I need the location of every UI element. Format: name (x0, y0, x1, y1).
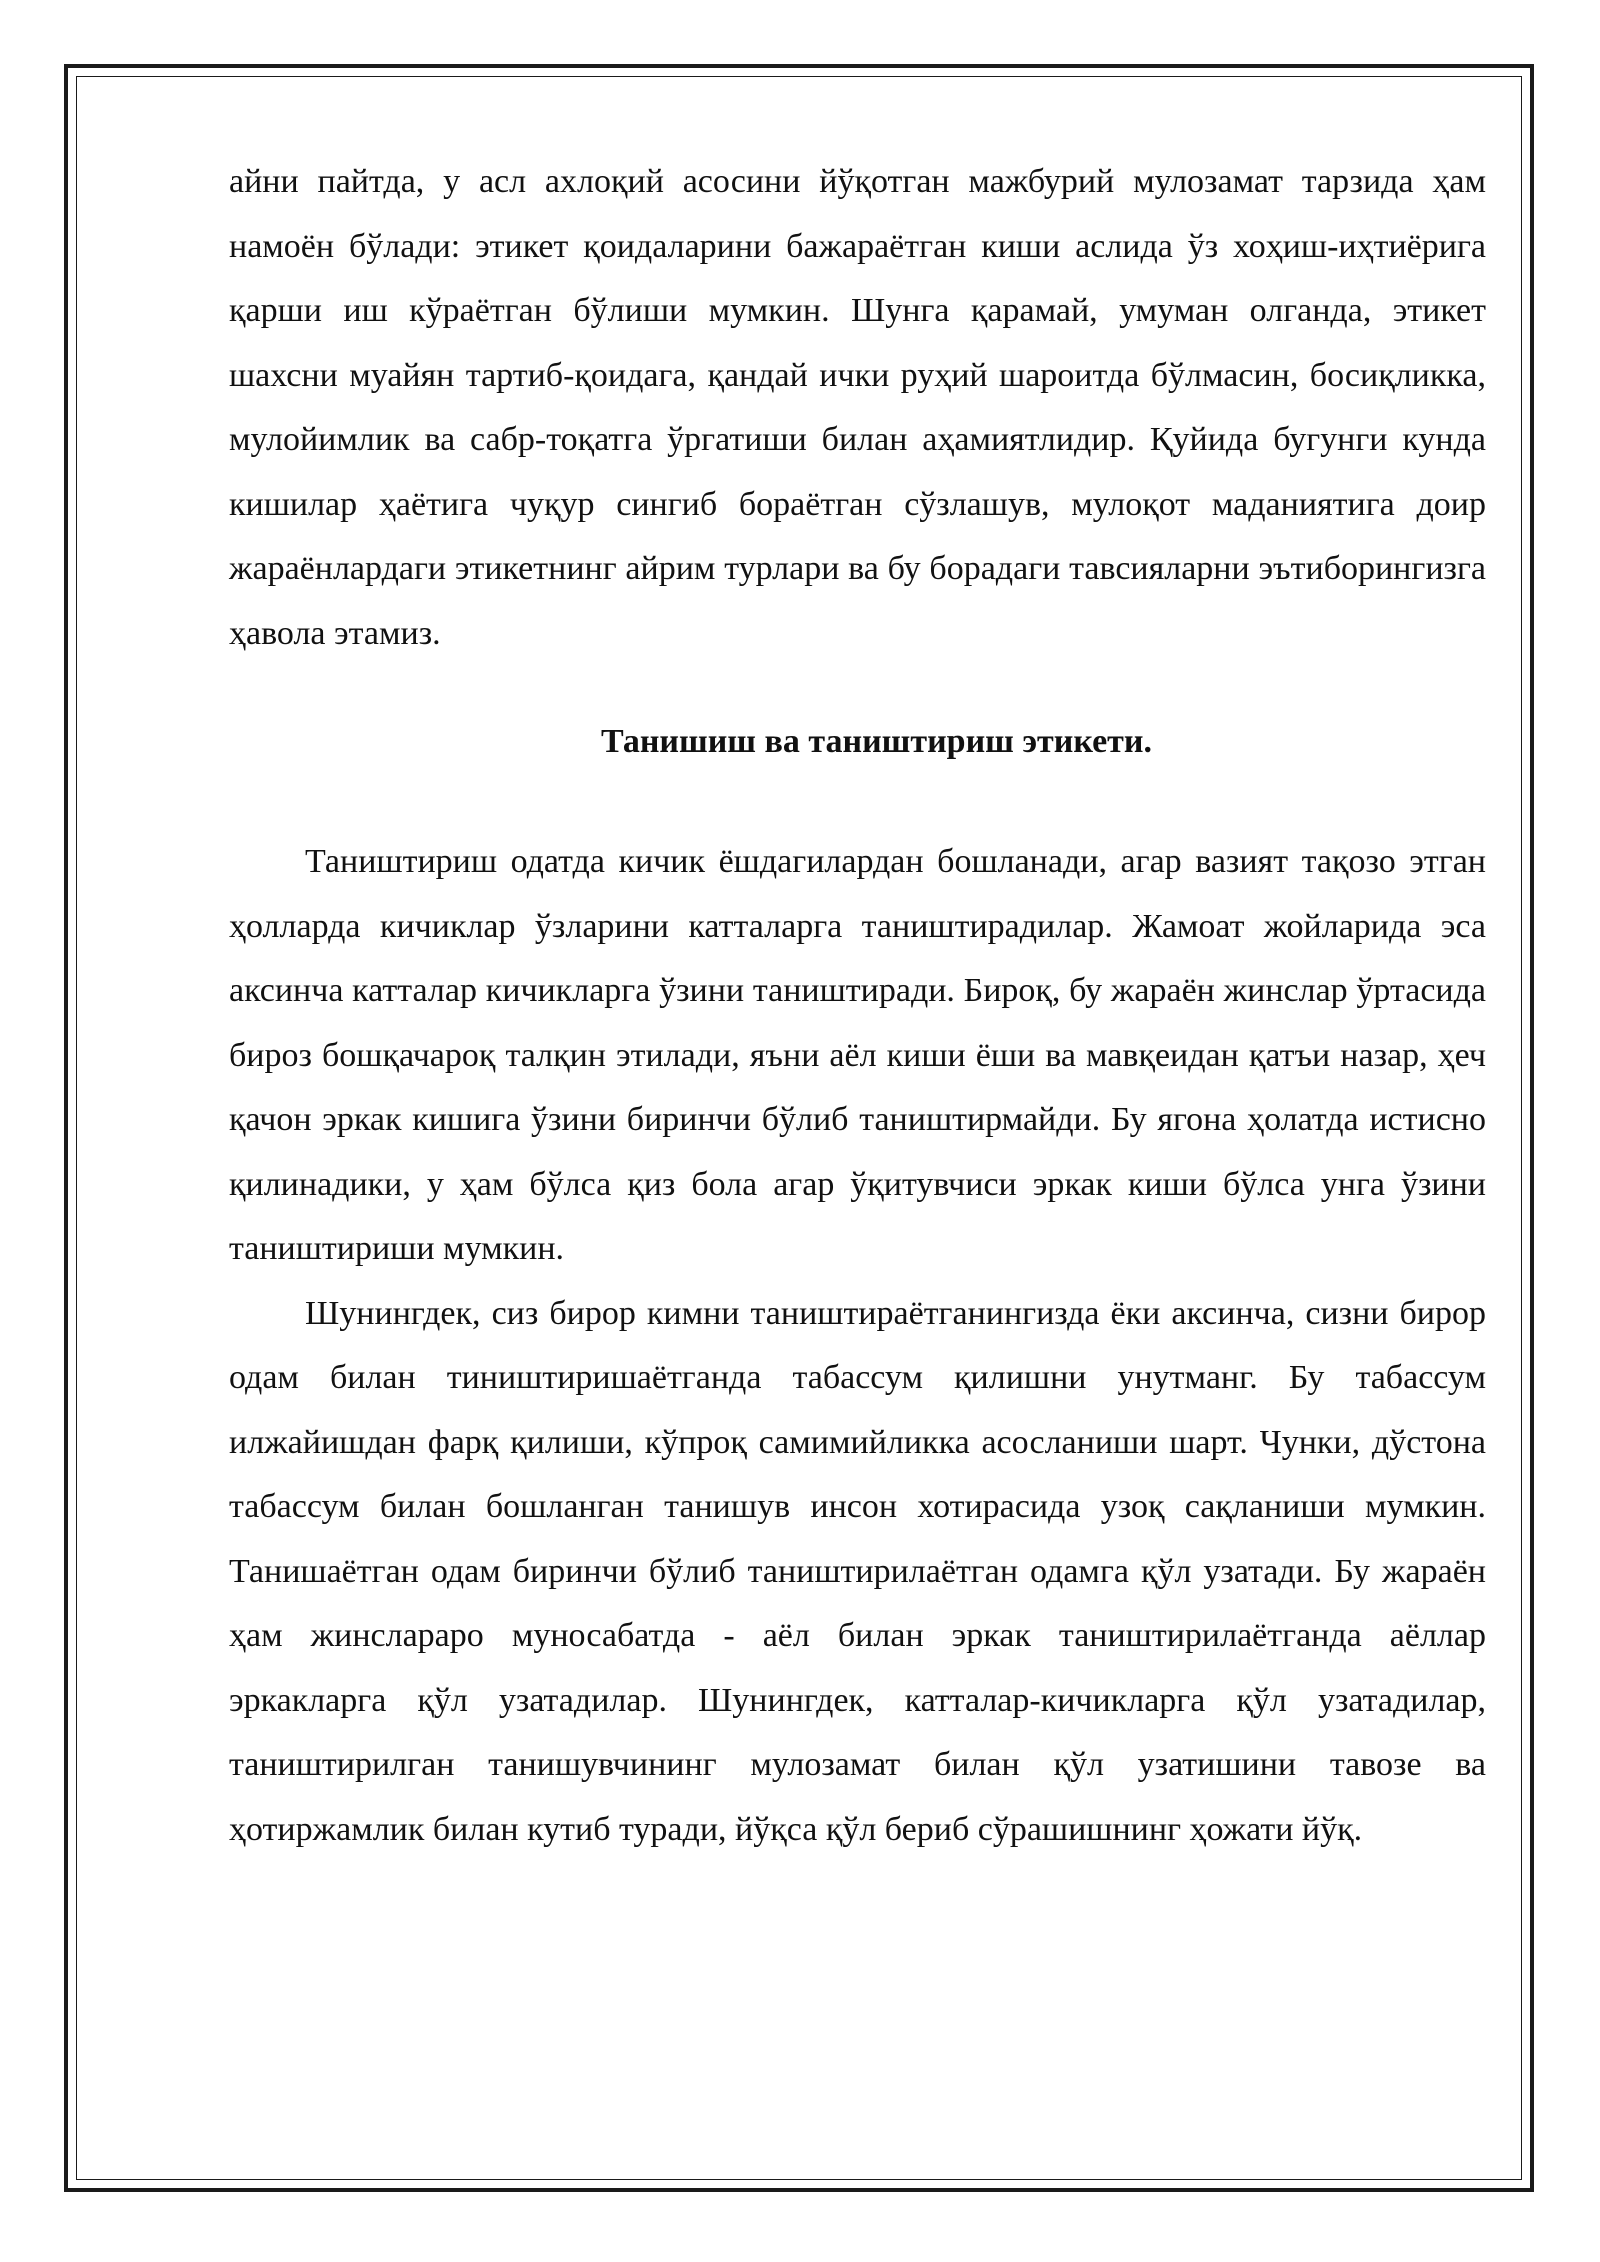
section-heading: Танишиш ва таништириш этикети. (601, 723, 1152, 760)
body-paragraph: Шунингдек, сиз бирор кимни таништираётганингизда ёки аксинча, сизни бирор одам билан тиништиришаётганда табассум қилишни унутманг. Бу табассум илжайишдан фарқ қилиши, кўпроқ самимийликка асосланиши шарт. Чунки, дўстона табассум билан бошланган танишув инсон хотирасида узоқ сақланиши мумкин. Танишаётган одам биринчи бўлиб таништирилаётган одамга қўл узатади. Бу жараён ҳам жинслараро муносабатда - аёл билан эркак таништирилаётганда аёллар эркакларга қўл узатадилар. Шунингдек, катталар-кичикларга қўл узатадилар, таништирилган танишувчининг мулозамат билан қўл узатишини тавозе ва ҳотиржамлик билан кутиб туради, йўқса қўл бериб сўрашишнинг ҳожати йўқ. (229, 1294, 1486, 1848)
body-paragraph: Таништириш одатда кичик ёшдагилардан бошланади, агар вазият тақозо этган ҳолларда кичиклар ўзларини катталарга таништирадилар. Жамоат жойларида эса аксинча катталар кичикларга ўзини таништиради. Бироқ, бу жараён жинслар ўртасида бироз бошқачароқ талқин этилади, яъни аёл киши ёши ва мавқеидан қатъи назар, ҳеч қачон эркак кишига ўзини биринчи бўлиб таништирмайди. Бу ягона ҳолатда истисно қилинадики, у ҳам бўлса қиз бола агар ўқитувчиси эркак киши бўлса унга ўзини таништириши мумкин. (229, 843, 1486, 1267)
document-body (229, 150, 1486, 1862)
body-paragraph: айни пайтда, у асл ахлоқий асосини йўқотган мажбурий мулозамат тарзида ҳам намоён бўлади: этикет қоидаларини бажараётган киши аслида ўз хоҳиш-иҳтиёрига қарши иш кўраётган бўлиши мумкин. Шунга қарамай, умуман олганда, этикет шахсни муайян тартиб-қоидага, қандай ички руҳий шароитда бўлмасин, босиқликка, мулойимлик ва сабр-тоқатга ўргатиши билан аҳамиятлидир. Қуйида бугунги кунда кишилар ҳаётига чуқур сингиб бораётган сўзлашув, мулоқот маданиятига доир жараёнлардаги этикетнинг айрим турлари ва бу борадаги тавсияларни эътиборингизга ҳавола этамиз. (229, 163, 1486, 652)
